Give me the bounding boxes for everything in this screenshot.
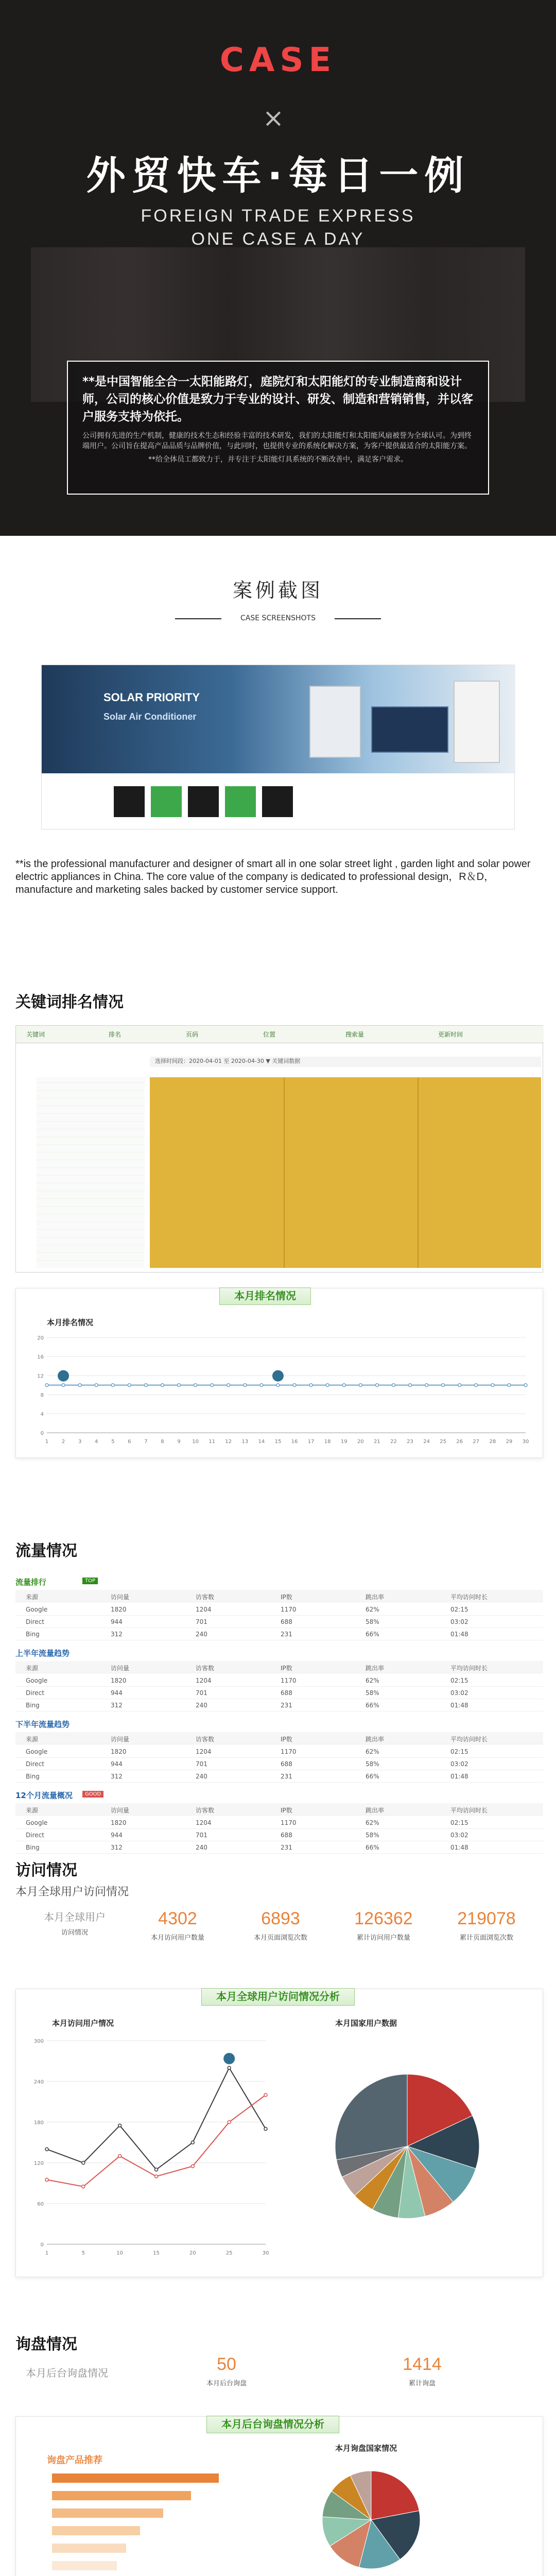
x-tick-label: 6 — [128, 1439, 131, 1445]
x-tick-label: 3 — [78, 1439, 82, 1445]
traffic-row — [15, 1616, 543, 1628]
rank-card-badge: 本月排名情况 — [219, 1287, 311, 1305]
hero-intro-lead: **是中国智能全合一太阳能路灯，庭院灯和太阳能灯的专业制造商和设计师，公司的核心价值是致力于专业的设计、研发、制造和营销销售，并以客户服务支持为依托。 — [82, 375, 473, 423]
y-tick-label: 0 — [40, 1431, 44, 1436]
website-screenshot — [41, 665, 515, 829]
visits-section-title: 访问情况 — [15, 1862, 77, 1879]
visits-chart-card — [15, 1989, 543, 2277]
hero-cross-mark: × — [263, 103, 284, 133]
x-tick-label: 7 — [144, 1439, 148, 1445]
traffic-cell: Direct — [26, 1618, 44, 1625]
traffic-section-label: 下半年流量趋势 — [15, 1720, 70, 1729]
traffic-cell: 944 — [111, 1832, 123, 1839]
traffic-cell: 701 — [196, 1689, 207, 1697]
rank-chart-card — [15, 1288, 543, 1458]
traffic-cell: Bing — [26, 1773, 40, 1780]
visit-stat-users: 4302 本月访问用户数量 — [150, 1909, 204, 1942]
traffic-cell: 240 — [196, 1844, 207, 1851]
traffic-header-cell: 访客数 — [196, 1736, 215, 1743]
x-tick-label: 4 — [95, 1439, 98, 1445]
traffic-header-cell: 访客数 — [196, 1807, 215, 1814]
data-point — [191, 2165, 194, 2168]
heatmap-divider — [418, 1077, 419, 1268]
inquiry-stat-month: 50 本月后台询盘 — [206, 2354, 247, 2387]
hero-intro-detail: 公司拥有先进的生产机制，健康的技术生态和经验丰富的技术研发，我们的太阳能灯和太阳能风扇被誉为全球认可。为到终端用户。公司旨在提高产品品质与品牌价值，与此同时，也提供专业的系统化解决方案，为客户提供最适合的太阳能方案。 — [82, 432, 472, 450]
data-point — [155, 2175, 158, 2178]
x-tick-label: 1 — [45, 1439, 49, 1445]
traffic-header-cell: 平均访问时长 — [450, 1665, 488, 1672]
data-point — [191, 2141, 194, 2144]
x-tick-label: 16 — [291, 1439, 298, 1445]
traffic-cell: 688 — [281, 1618, 292, 1625]
y-tick-label: 12 — [37, 1374, 44, 1379]
keyword-date-toolbar[interactable]: 选择时间段：2020-04-01 至 2020-04-30 ▼ 关键词数据 — [150, 1057, 541, 1067]
traffic-header-cell: 跳出率 — [366, 1736, 385, 1743]
visits-pie-chart — [294, 2033, 531, 2260]
traffic-row — [15, 1745, 543, 1758]
data-point — [211, 1384, 214, 1387]
x-tick-label: 15 — [274, 1439, 282, 1445]
traffic-cell: 1204 — [196, 1606, 212, 1613]
traffic-header-row — [15, 1590, 543, 1602]
traffic-cell: 02:15 — [450, 1748, 468, 1755]
data-point — [264, 2093, 267, 2096]
pie-slice — [335, 2074, 407, 2160]
data-point — [392, 1384, 395, 1387]
point-marker — [272, 1370, 284, 1382]
traffic-cell: Bing — [26, 1631, 40, 1638]
data-point — [45, 2148, 48, 2151]
rank-chart-svg — [26, 1330, 533, 1448]
visit-stat-total-users: 126362 累计访问用户数量 — [354, 1909, 413, 1942]
traffic-cell: 231 — [281, 1773, 292, 1780]
traffic-cell: 66% — [366, 1844, 379, 1851]
traffic-cell: 62% — [366, 1748, 379, 1755]
data-point — [194, 1384, 197, 1387]
y-tick-label: 240 — [33, 2079, 44, 2085]
data-point — [82, 2185, 85, 2188]
traffic-cell: 62% — [366, 1606, 379, 1613]
y-tick-label: 16 — [37, 1354, 44, 1360]
traffic-row — [15, 1817, 543, 1829]
traffic-cell: 01:48 — [450, 1631, 468, 1638]
x-tick-label: 12 — [225, 1439, 232, 1445]
traffic-row — [15, 1674, 543, 1687]
x-tick-label: 20 — [189, 2250, 196, 2256]
traffic-cell: 03:02 — [450, 1618, 468, 1625]
traffic-cell: 701 — [196, 1760, 207, 1768]
traffic-cell: Google — [26, 1819, 48, 1826]
inquiry-stat-intro: 本月后台询盘情况 — [26, 2368, 108, 2379]
data-point — [161, 1384, 164, 1387]
traffic-cell: Direct — [26, 1689, 44, 1697]
data-point — [264, 2127, 267, 2130]
y-tick-label: 60 — [37, 2201, 44, 2207]
traffic-cell: 1204 — [196, 1748, 212, 1755]
x-tick-label: 30 — [522, 1439, 529, 1445]
keyword-header-volume: 搜索量 — [345, 1031, 364, 1038]
inquiry-country-caption: 本月询盘国家情况 — [335, 2444, 397, 2453]
traffic-cell: 58% — [366, 1618, 379, 1625]
data-point — [111, 1384, 114, 1387]
inquiry-section-title: 询盘情况 — [15, 2336, 77, 2353]
case-screens-title: 案例截图 — [232, 579, 323, 602]
visits-stats-row — [31, 1909, 541, 1960]
data-point — [491, 1384, 494, 1387]
traffic-cell: 240 — [196, 1702, 207, 1709]
traffic-header-cell: 来源 — [26, 1594, 39, 1601]
feature-icon-3 — [188, 786, 219, 817]
traffic-row — [15, 1699, 543, 1711]
data-point — [118, 2124, 121, 2127]
traffic-cell: 03:02 — [450, 1832, 468, 1839]
visit-stat-total-pageviews: 219078 累计页面浏览次数 — [457, 1909, 516, 1942]
data-point — [78, 1384, 81, 1387]
x-tick-label: 2 — [61, 1439, 65, 1445]
data-point — [508, 1384, 511, 1387]
y-tick-label: 120 — [33, 2161, 44, 2166]
traffic-header-cell: IP数 — [281, 1594, 292, 1601]
traffic-row — [15, 1758, 543, 1770]
keyword-header-keyword: 关键词 — [26, 1031, 45, 1038]
traffic-header-cell: 来源 — [26, 1807, 39, 1814]
x-tick-label: 20 — [357, 1439, 364, 1445]
traffic-cell: 1820 — [111, 1606, 127, 1613]
visits-subtitle: 本月全球用户访问情况 — [15, 1885, 129, 1898]
traffic-cell: 240 — [196, 1773, 207, 1780]
x-tick-label: 25 — [440, 1439, 447, 1445]
traffic-cell: 1204 — [196, 1677, 212, 1684]
y-tick-label: 300 — [33, 2039, 44, 2044]
traffic-cell: 58% — [366, 1832, 379, 1839]
data-point — [227, 1384, 230, 1387]
traffic-cell: 02:15 — [450, 1606, 468, 1613]
data-point — [144, 1384, 147, 1387]
inquiry-stat-total: 1414 累计询盘 — [403, 2354, 442, 2387]
traffic-section-title: 流量情况 — [15, 1543, 77, 1560]
data-point — [359, 1384, 362, 1387]
traffic-cell: 240 — [196, 1631, 207, 1638]
product-image-3 — [454, 681, 500, 763]
traffic-cell: 1170 — [281, 1819, 297, 1826]
traffic-row — [15, 1841, 543, 1854]
traffic-header-cell: 访客数 — [196, 1594, 215, 1601]
x-tick-label: 8 — [161, 1439, 164, 1445]
traffic-cell: 58% — [366, 1760, 379, 1768]
traffic-cell: 231 — [281, 1844, 292, 1851]
x-tick-label: 22 — [390, 1439, 397, 1445]
data-point — [409, 1384, 412, 1387]
traffic-cell: 62% — [366, 1819, 379, 1826]
traffic-cell: Google — [26, 1748, 48, 1755]
x-tick-label: 14 — [258, 1439, 265, 1445]
keyword-header-rank: 排名 — [109, 1031, 121, 1038]
company-description-en: **is the professional manufacturer and designer of smart all in one solar street light , garden light and solar power electric appliances in China. The core value of the company is dedicated to professional design，R＆D，manufacture and marketing sales backed by customer service support. — [15, 858, 531, 895]
traffic-header-cell: 平均访问时长 — [450, 1807, 488, 1814]
traffic-cell: 944 — [111, 1618, 123, 1625]
x-tick-label: 21 — [374, 1439, 380, 1445]
y-tick-label: 180 — [33, 2120, 44, 2126]
traffic-cell: 01:48 — [450, 1844, 468, 1851]
data-point — [128, 1384, 131, 1387]
traffic-cell: Google — [26, 1677, 48, 1684]
data-point — [45, 1384, 48, 1387]
traffic-cell: 231 — [281, 1702, 292, 1709]
ranking-bar — [52, 2473, 219, 2483]
traffic-header-cell: 访问量 — [111, 1594, 130, 1601]
rank-chart-caption: 本月排名情况 — [47, 1318, 94, 1327]
traffic-cell: 66% — [366, 1773, 379, 1780]
traffic-section-label: 上半年流量趋势 — [15, 1649, 70, 1658]
point-marker — [58, 1370, 69, 1382]
visit-stat-intro: 本月全球用户 访问情况 — [44, 1912, 106, 1937]
x-tick-label: 11 — [208, 1439, 216, 1445]
case-screens-subtitle: CASE SCREENSHOTS — [240, 614, 316, 622]
traffic-header-cell: 平均访问时长 — [450, 1594, 488, 1601]
ranking-bar — [52, 2544, 126, 2553]
keyword-list-column — [37, 1077, 145, 1268]
data-point — [475, 1384, 478, 1387]
feature-icon-1 — [114, 786, 145, 817]
traffic-header-row — [15, 1803, 543, 1816]
x-tick-label: 30 — [262, 2250, 269, 2256]
traffic-cell: 58% — [366, 1689, 379, 1697]
ranking-bar — [52, 2526, 140, 2535]
point-marker — [223, 2053, 235, 2064]
traffic-cell: 02:15 — [450, 1819, 468, 1826]
visit-stat-pageviews: 6893 本月页面浏览次数 — [253, 1909, 307, 1942]
visits-pie-caption: 本月国家用户数据 — [335, 2019, 397, 2028]
traffic-row — [15, 1687, 543, 1699]
traffic-cell: 1170 — [281, 1606, 297, 1613]
traffic-header-cell: 跳出率 — [366, 1665, 385, 1672]
ranking-bar — [52, 2491, 191, 2500]
traffic-row — [15, 1603, 543, 1616]
traffic-tables — [15, 1577, 543, 1851]
x-tick-label: 23 — [407, 1439, 413, 1445]
traffic-cell: 1204 — [196, 1819, 212, 1826]
x-tick-label: 24 — [423, 1439, 430, 1445]
traffic-cell: 944 — [111, 1760, 123, 1768]
x-tick-label: 29 — [506, 1439, 513, 1445]
traffic-cell: 312 — [111, 1631, 123, 1638]
visits-line-caption: 本月访问用户情况 — [52, 2019, 114, 2028]
traffic-cell: 03:02 — [450, 1760, 468, 1768]
visits-line-chart — [26, 2033, 273, 2260]
y-tick-label: 20 — [37, 1335, 44, 1341]
data-point — [244, 1384, 247, 1387]
hero-intro-box — [67, 361, 489, 495]
traffic-cell: 231 — [281, 1631, 292, 1638]
x-tick-label: 27 — [473, 1439, 480, 1445]
traffic-cell: 312 — [111, 1844, 123, 1851]
traffic-cell: 688 — [281, 1760, 292, 1768]
ranking-bar — [52, 2509, 163, 2518]
traffic-cell: 1820 — [111, 1677, 127, 1684]
ranking-bar — [52, 2561, 117, 2570]
inquiry-chart-card — [15, 2416, 543, 2576]
x-tick-label: 9 — [177, 1439, 181, 1445]
x-tick-label: 5 — [81, 2250, 85, 2256]
x-tick-label: 19 — [340, 1439, 348, 1445]
traffic-header-cell: 访问量 — [111, 1807, 130, 1814]
data-point — [375, 1384, 378, 1387]
data-point — [95, 1384, 98, 1387]
feature-icon-row — [114, 786, 299, 819]
traffic-section-label: 12个月流量概况 — [15, 1791, 73, 1800]
traffic-cell: 1170 — [281, 1748, 297, 1755]
traffic-section-tag: TOP — [82, 1578, 98, 1584]
keyword-table-header — [16, 1026, 544, 1043]
keyword-ranking-table — [15, 1025, 543, 1273]
feature-icon-4 — [225, 786, 256, 817]
traffic-cell: Direct — [26, 1760, 44, 1768]
traffic-cell: 01:48 — [450, 1773, 468, 1780]
heatmap-divider — [284, 1077, 285, 1268]
traffic-cell: Direct — [26, 1832, 44, 1839]
data-point — [155, 2168, 158, 2171]
traffic-cell: 1820 — [111, 1819, 127, 1826]
visits-card-badge: 本月全球用户访问情况分析 — [201, 1988, 355, 2006]
keyword-header-page: 页码 — [186, 1031, 199, 1038]
traffic-header-cell: 访问量 — [111, 1665, 130, 1672]
inquiry-ranking-caption: 询盘产品推荐 — [47, 2455, 102, 2466]
traffic-cell: 312 — [111, 1773, 123, 1780]
traffic-cell: 312 — [111, 1702, 123, 1709]
hero-title: 外贸快车·每日一例 — [86, 152, 470, 198]
traffic-cell: 02:15 — [450, 1677, 468, 1684]
feature-icon-5 — [262, 786, 293, 817]
product-image-1 — [309, 686, 361, 758]
data-point — [293, 1384, 296, 1387]
inquiry-ranking-chart — [47, 2468, 263, 2576]
data-point — [260, 1384, 263, 1387]
data-point — [118, 2155, 121, 2158]
inquiry-country-pie — [294, 2458, 531, 2576]
traffic-cell: 01:48 — [450, 1702, 468, 1709]
hero-subtitle-en-1: FOREIGN TRADE EXPRESS — [141, 206, 415, 226]
hero-case-label: CASE — [219, 41, 337, 79]
traffic-cell: Bing — [26, 1844, 40, 1851]
y-tick-label: 0 — [40, 2242, 44, 2248]
traffic-cell: 1820 — [111, 1748, 127, 1755]
traffic-header-cell: 来源 — [26, 1665, 39, 1672]
traffic-row — [15, 1770, 543, 1783]
traffic-header-row — [15, 1661, 543, 1673]
hero-subtitle-en-2: ONE CASE A DAY — [191, 229, 365, 249]
data-point — [524, 1384, 527, 1387]
inquiry-card-badge: 本月后台询盘情况分析 — [206, 2416, 339, 2433]
keyword-heatmap-area — [150, 1077, 541, 1268]
traffic-header-cell: 访问量 — [111, 1736, 130, 1743]
data-point — [425, 1384, 428, 1387]
keyword-header-updated: 更新时间 — [438, 1031, 463, 1038]
y-tick-label: 4 — [40, 1412, 44, 1417]
traffic-section-tag: GOOD — [82, 1791, 103, 1798]
x-tick-label: 26 — [456, 1439, 463, 1445]
data-point — [45, 2178, 48, 2181]
x-tick-label: 17 — [307, 1439, 315, 1445]
x-tick-label: 10 — [116, 2250, 124, 2256]
x-tick-label: 25 — [225, 2250, 233, 2256]
data-point — [442, 1384, 445, 1387]
traffic-header-cell: IP数 — [281, 1736, 292, 1743]
traffic-header-cell: 访客数 — [196, 1665, 215, 1672]
traffic-cell: 701 — [196, 1618, 207, 1625]
x-tick-label: 28 — [489, 1439, 496, 1445]
data-point — [62, 1384, 65, 1387]
banner-subheading: Solar Air Conditioner — [103, 711, 197, 722]
data-point — [82, 2161, 85, 2164]
x-tick-label: 1 — [45, 2250, 49, 2256]
traffic-cell: 944 — [111, 1689, 123, 1697]
traffic-section-label: 流量排行 — [15, 1578, 47, 1587]
x-tick-label: 10 — [192, 1439, 199, 1445]
traffic-cell: Google — [26, 1606, 48, 1613]
traffic-header-cell: 平均访问时长 — [450, 1736, 488, 1743]
traffic-header-row — [15, 1732, 543, 1744]
traffic-header-cell: IP数 — [281, 1665, 292, 1672]
data-point — [276, 1384, 280, 1387]
traffic-header-cell: 跳出率 — [366, 1807, 385, 1814]
traffic-header-cell: 来源 — [26, 1736, 39, 1743]
traffic-header-cell: 跳出率 — [366, 1594, 385, 1601]
series-line — [47, 2095, 266, 2187]
traffic-row — [15, 1829, 543, 1841]
series-line — [47, 2068, 266, 2170]
x-tick-label: 15 — [153, 2250, 160, 2256]
traffic-header-cell: IP数 — [281, 1807, 292, 1814]
data-point — [309, 1384, 312, 1387]
data-point — [342, 1384, 345, 1387]
x-tick-label: 18 — [324, 1439, 331, 1445]
data-point — [178, 1384, 181, 1387]
product-image-solar-panel — [371, 706, 448, 753]
data-point — [326, 1384, 329, 1387]
traffic-cell: 66% — [366, 1631, 379, 1638]
traffic-cell: 701 — [196, 1832, 207, 1839]
traffic-cell: 688 — [281, 1832, 292, 1839]
data-point — [228, 2121, 231, 2124]
feature-icon-2 — [151, 786, 182, 817]
traffic-cell: 1170 — [281, 1677, 297, 1684]
hero-intro-detail-2: **给全体员工都致力于，并专注于太阳能灯具系统的不断改善中，满足客户需求。 — [148, 455, 408, 464]
data-point — [458, 1384, 461, 1387]
banner-heading: SOLAR PRIORITY — [103, 691, 200, 704]
traffic-cell: 62% — [366, 1677, 379, 1684]
traffic-cell: 688 — [281, 1689, 292, 1697]
x-tick-label: 5 — [111, 1439, 115, 1445]
keyword-section-title: 关键词排名情况 — [15, 994, 124, 1011]
y-tick-label: 8 — [40, 1393, 44, 1398]
x-tick-label: 13 — [241, 1439, 249, 1445]
traffic-row — [15, 1628, 543, 1640]
keyword-header-position: 位置 — [263, 1031, 276, 1038]
data-point — [228, 2066, 231, 2070]
traffic-cell: 03:02 — [450, 1689, 468, 1697]
traffic-cell: Bing — [26, 1702, 40, 1709]
traffic-cell: 66% — [366, 1702, 379, 1709]
